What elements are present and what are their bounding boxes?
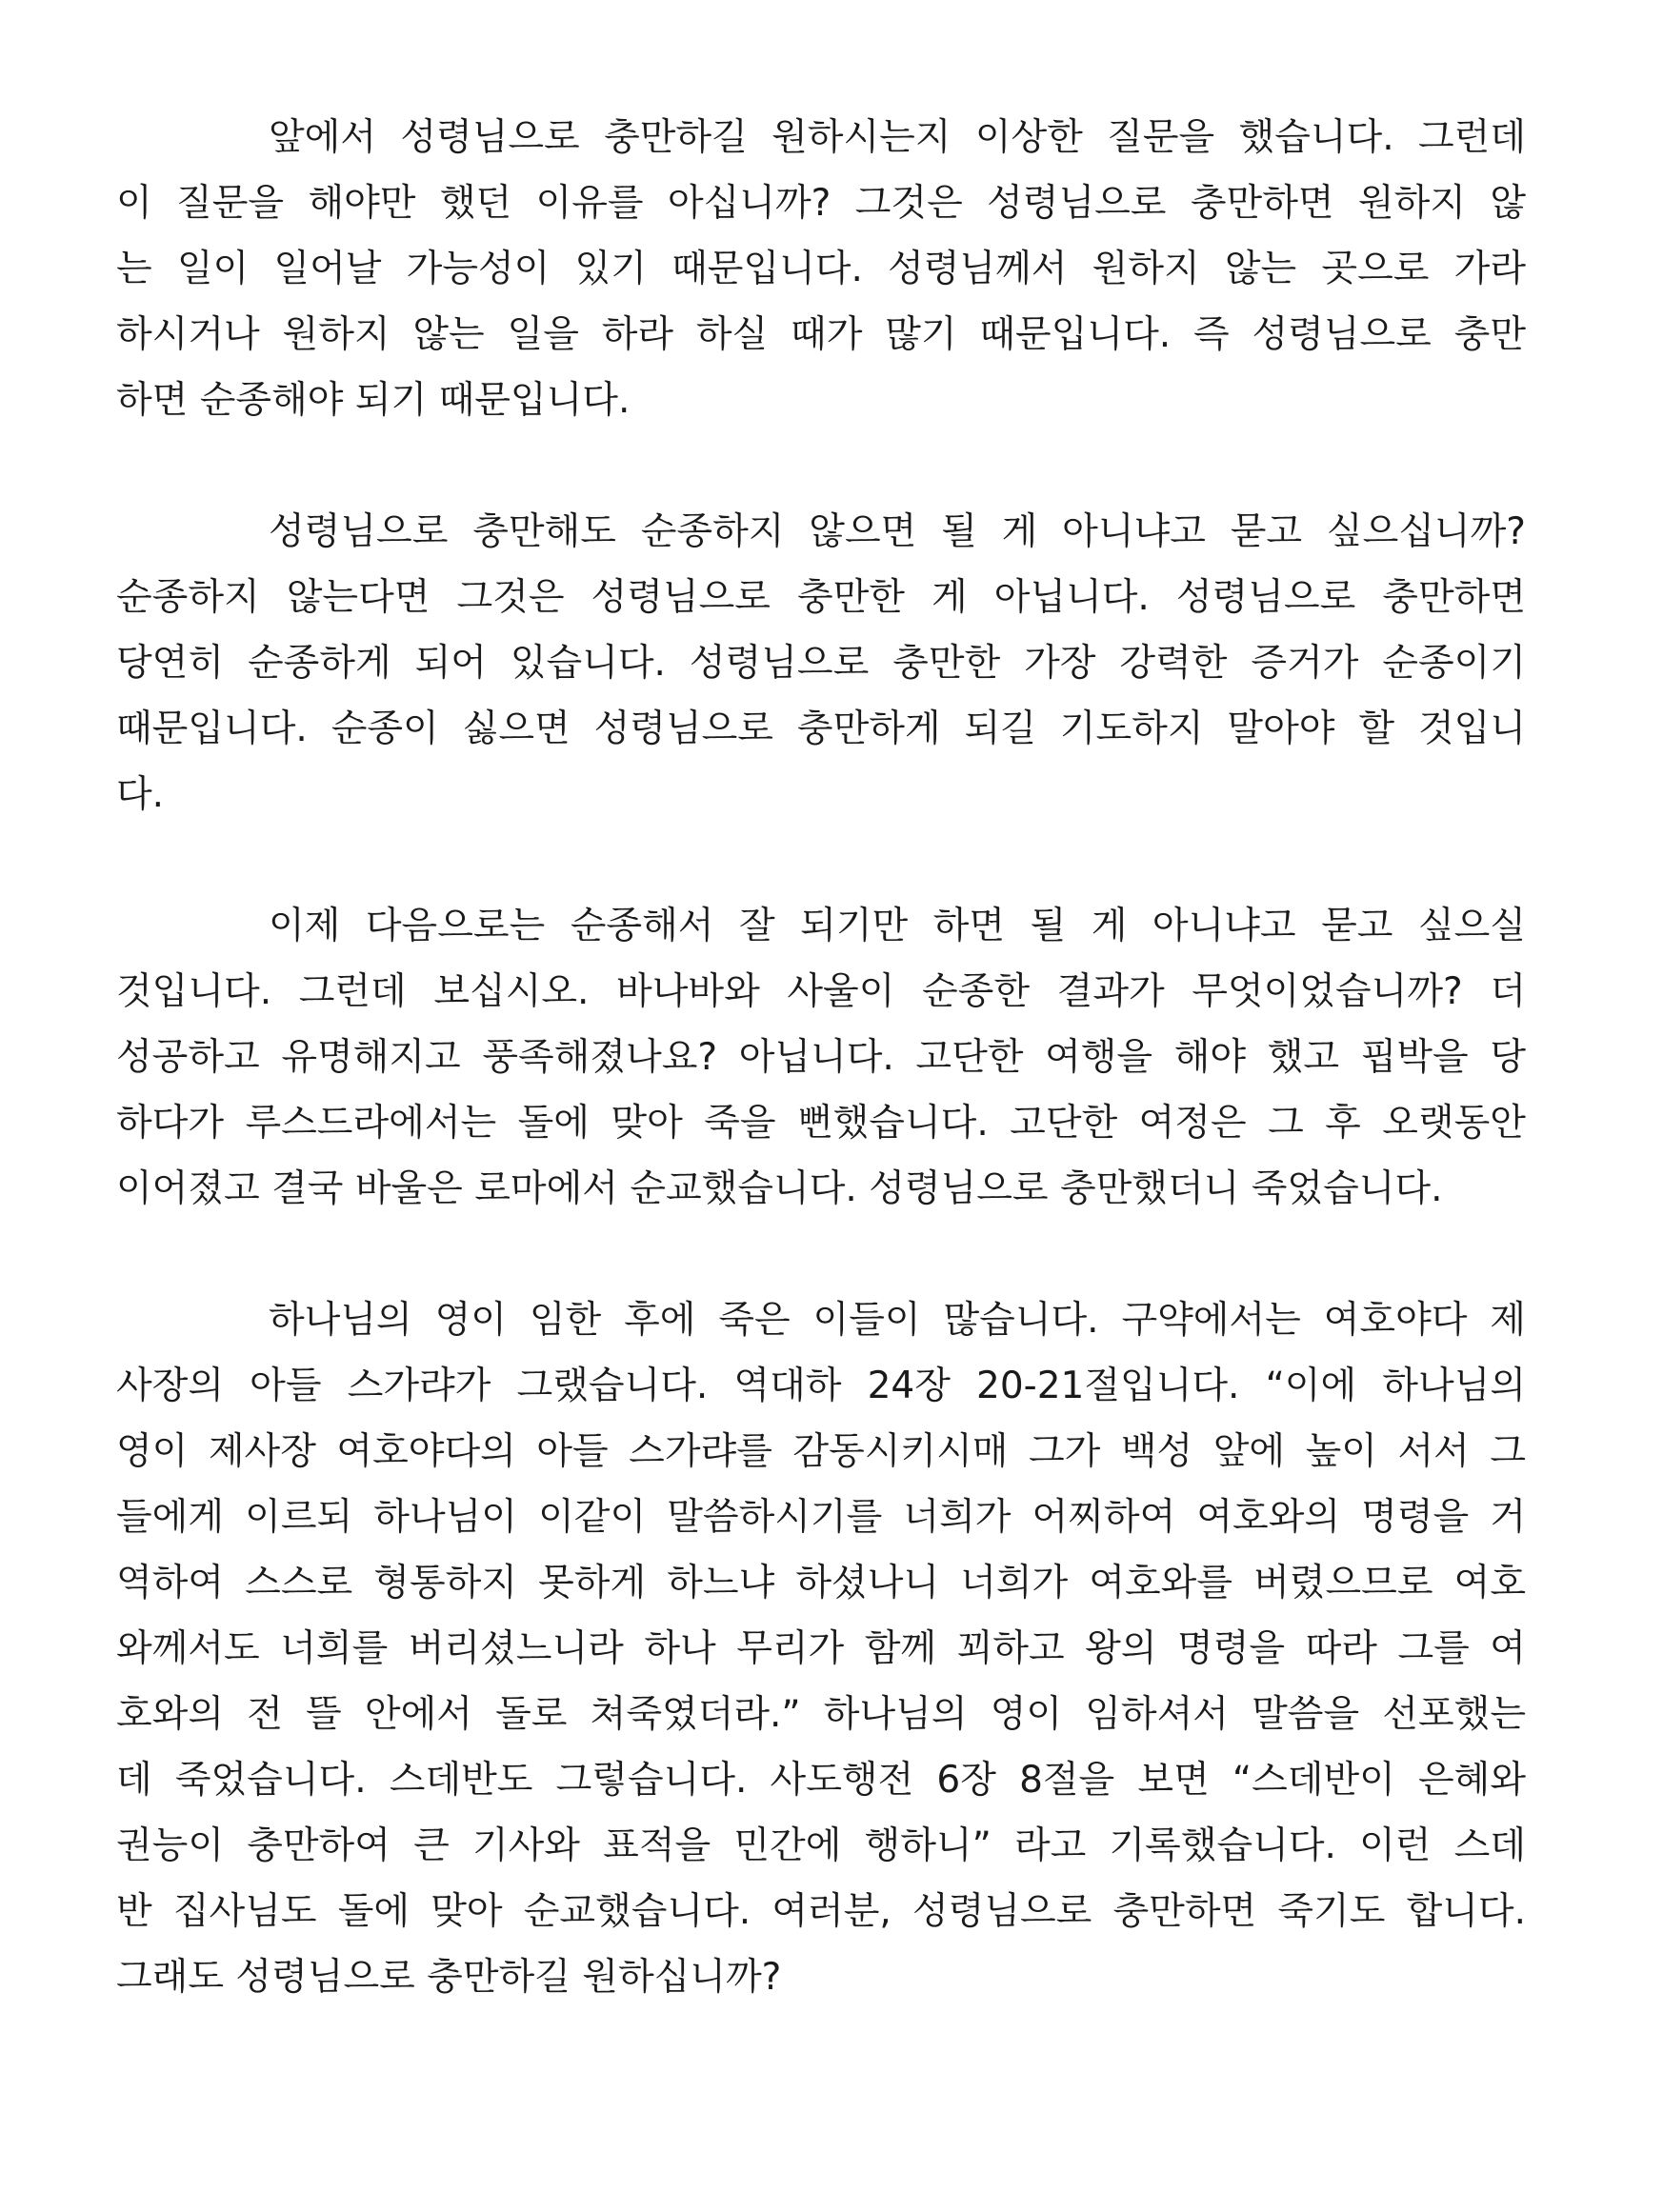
text-line: 다.	[116, 773, 165, 816]
text-line: 는 일이 일어날 가능성이 있기 때문입니다. 성령님께서 원하지 않는 곳으로 가라	[116, 248, 1526, 290]
text-line: 것입니다. 그런데 보십시오. 바나바와 사울이 순종한 결과가 무엇이었습니까? 더	[116, 970, 1526, 1013]
text-line: 성령님으로 충만해도 순종하지 않으면 될 게 아니냐고 묻고 싶으십니까?	[269, 510, 1526, 553]
text-line: 권능이 충만하여 큰 기사와 표적을 민간에 행하니” 라고 기록했습니다. 이런 스데	[116, 1824, 1526, 1867]
text-line: 반 집사님도 돌에 맞아 순교했습니다. 여러분, 성령님으로 충만하면 죽기도 합니다.	[116, 1890, 1526, 1933]
paragraph-1	[116, 105, 1526, 433]
text-line: 이어졌고 결국 바울은 로마에서 순교했습니다. 성령님으로 충만했더니 죽었습니다.	[116, 1167, 1443, 1210]
document-page	[116, 105, 1526, 2076]
text-line: 호와의 전 뜰 안에서 돌로 쳐죽였더라.” 하나님의 영이 임하셔서 말씀을 선포했는	[116, 1693, 1526, 1736]
text-line: 때문입니다. 순종이 싫으면 성령님으로 충만하게 되길 기도하지 말아야 할 것입니	[116, 707, 1526, 750]
text-line: 당연히 순종하게 되어 있습니다. 성령님으로 충만한 가장 강력한 증거가 순종이기	[116, 642, 1526, 685]
text-line: 하시거나 원하지 않는 일을 하라 하실 때가 많기 때문입니다. 즉 성령님으로 충만	[116, 313, 1526, 356]
paragraph-4	[116, 1287, 1526, 2010]
text-line: 역하여 스스로 형통하지 못하게 하느냐 하셨나니 너희가 여호와를 버렸으므로 여호	[116, 1562, 1526, 1604]
text-line: 이제 다음으로는 순종해서 잘 되기만 하면 될 게 아니냐고 묻고 싶으실	[269, 905, 1526, 947]
text-line: 와께서도 너희를 버리셨느니라 하나 무리가 함께 꾀하고 왕의 명령을 따라 그를 여	[116, 1627, 1526, 1670]
text-line: 하다가 루스드라에서는 돌에 맞아 죽을 뻔했습니다. 고단한 여정은 그 후 오랫동안	[116, 1102, 1526, 1145]
paragraph-3	[116, 893, 1526, 1222]
text-line: 데 죽었습니다. 스데반도 그렇습니다. 사도행전 6장 8절을 보면 “스데반이 은혜와	[116, 1759, 1526, 1802]
text-line: 하나님의 영이 임한 후에 죽은 이들이 많습니다. 구약에서는 여호야다 제	[269, 1299, 1526, 1342]
text-line: 하면 순종해야 되기 때문입니다.	[116, 379, 631, 422]
text-line: 들에게 이르되 하나님이 이같이 말씀하시기를 너희가 어찌하여 여호와의 명령을 거	[116, 1496, 1526, 1539]
text-line: 사장의 아들 스가랴가 그랬습니다. 역대하 24장 20-21절입니다. “이에 하나님의	[116, 1365, 1526, 1407]
text-line: 이 질문을 해야만 했던 이유를 아십니까? 그것은 성령님으로 충만하면 원하지 않	[116, 182, 1526, 225]
text-line: 성공하고 유명해지고 풍족해졌나요? 아닙니다. 고단한 여행을 해야 했고 핍박을 당	[116, 1036, 1526, 1079]
text-line: 영이 제사장 여호야다의 아들 스가랴를 감동시키시매 그가 백성 앞에 높이 서서 그	[116, 1430, 1527, 1473]
text-line: 순종하지 않는다면 그것은 성령님으로 충만한 게 아닙니다. 성령님으로 충만하면	[116, 576, 1526, 619]
text-line: 앞에서 성령님으로 충만하길 원하시는지 이상한 질문을 했습니다. 그런데	[269, 116, 1526, 159]
text-line: 그래도 성령님으로 충만하길 원하십니까?	[116, 1956, 782, 1999]
paragraph-2	[116, 499, 1526, 827]
